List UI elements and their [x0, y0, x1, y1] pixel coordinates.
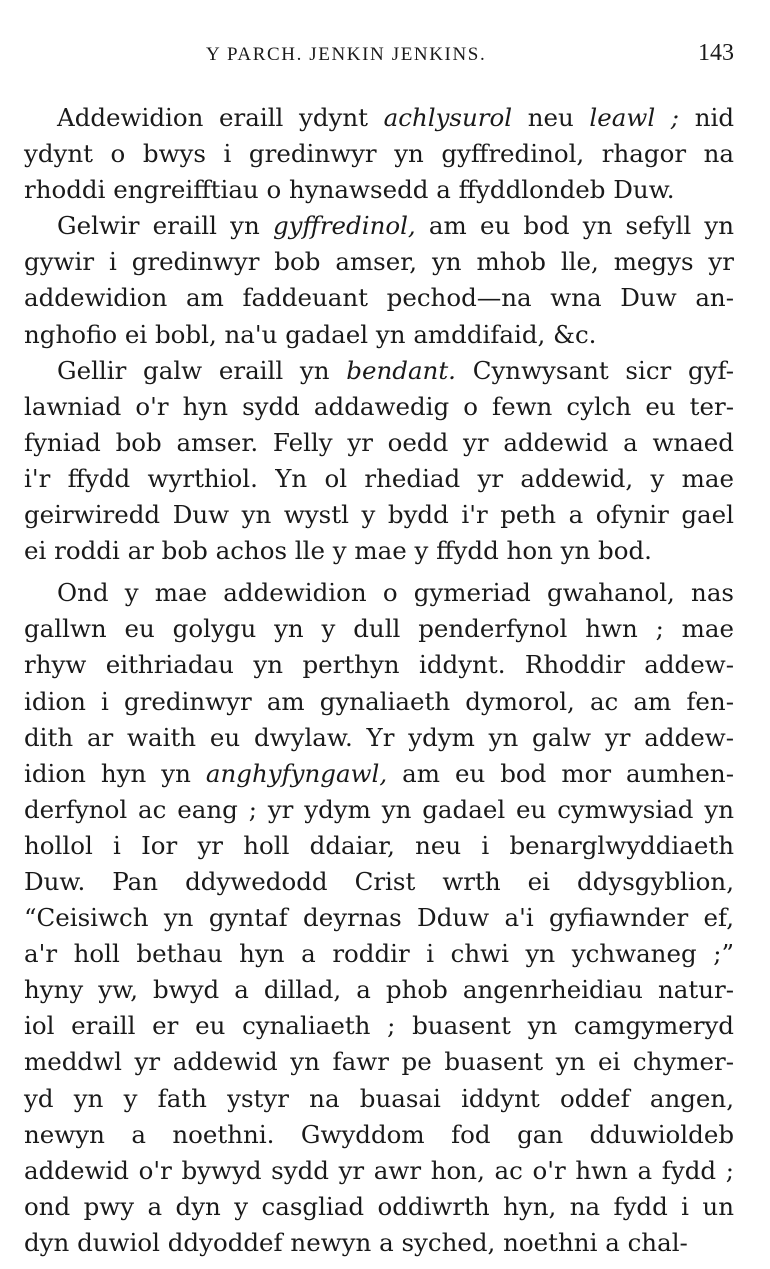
- text-run: addewidion am faddeuant pechod—na wna Duw an-: [24, 283, 734, 313]
- text-run: idion i gredinwyr am gynaliaeth dymorol, ac am fen-: [24, 686, 734, 716]
- text-line: [24, 647, 734, 683]
- text-run: meddwl yr addewid yn fawr pe buasent yn ei chymer-: [24, 1047, 734, 1077]
- text-run: nghofio ei bobl, na'u gadael yn amddifaid, &c.: [24, 319, 597, 349]
- text-run: Addewidion eraill ydynt: [57, 103, 384, 132]
- text-line: [24, 461, 734, 497]
- text-run: fyniad bob amser. Felly yr oedd yr addewid a wnaed: [24, 427, 734, 457]
- text-run: dith ar waith eu dwylaw. Yr ydym yn galw yr addew-: [24, 722, 734, 752]
- text-run: Duw. Pan ddywedodd Crist wrth ei ddysgyblion,: [24, 866, 734, 896]
- text-run: neu: [512, 103, 590, 132]
- italic-text: bendant.: [346, 355, 456, 385]
- text-run: rhoddi engreifftiau o hynawsedd a ffyddlondeb Duw.: [24, 175, 675, 205]
- paragraph: [24, 208, 734, 352]
- text-run: a'r holl bethau hyn a roddir i chwi yn ychwaneg ;”: [24, 939, 734, 969]
- text-line: [24, 1189, 734, 1225]
- text-line: [24, 900, 734, 936]
- text-line: [24, 828, 734, 864]
- text-run: ond pwy a dyn y casgliad oddiwrth hyn, na fydd i un: [24, 1191, 734, 1221]
- text-line: [24, 317, 734, 353]
- text-line: [24, 1117, 734, 1153]
- running-title: Y PARCH. JENKIN JENKINS.: [206, 44, 487, 65]
- paragraph: [24, 100, 734, 208]
- paragraph: [24, 353, 734, 570]
- text-run: Ond y mae addewidion o gymeriad gwahanol, nas: [57, 578, 734, 608]
- text-line: [24, 172, 734, 208]
- text-run: Gelwir eraill yn: [57, 211, 273, 241]
- text-line: [24, 575, 734, 611]
- text-line: [24, 1081, 734, 1117]
- text-run: addewid o'r bywyd sydd yr awr hon, ac o'r hwn a fydd ;: [24, 1155, 734, 1185]
- text-line: [24, 280, 734, 316]
- text-run: “Ceisiwch yn gyntaf deyrnas Dduw a'i gyfiawnder ef,: [24, 903, 734, 933]
- text-run: Gellir galw eraill yn: [57, 355, 347, 385]
- text-run: iol eraill er eu cynaliaeth ; buasent yn camgymeryd: [24, 1011, 734, 1041]
- text-run: i'r ffydd wyrthiol. Yn ol rhediad yr addewid, y mae: [24, 463, 734, 493]
- text-line: [24, 208, 734, 244]
- text-line: [24, 1008, 734, 1044]
- text-line: [24, 389, 734, 425]
- text-line: [24, 353, 734, 389]
- text-line: [24, 792, 734, 828]
- text-run: ydynt o bwys i gredinwyr yn gyffredinol, rhagor na: [24, 139, 734, 169]
- paragraph: [24, 575, 734, 1261]
- italic-text: gyffredinol,: [272, 211, 416, 241]
- text-line: [24, 611, 734, 647]
- italic-text: leawl ;: [589, 103, 680, 132]
- text-line: [24, 100, 734, 136]
- text-line: [24, 533, 734, 569]
- text-run: derfynol ac eang ; yr ydym yn gadael eu cymwysiad yn: [24, 794, 734, 824]
- text-run: idion hyn yn: [24, 758, 206, 788]
- text-line: [24, 864, 734, 900]
- italic-text: anghyfyngawl,: [205, 758, 388, 788]
- text-line: [24, 936, 734, 972]
- text-run: lawniad o'r hyn sydd addawedig o fewn cylch eu ter-: [24, 391, 734, 421]
- text-run: hyny yw, bwyd a dillad, a phob angenrheidiau natur-: [24, 975, 734, 1005]
- text-run: geirwiredd Duw yn wystl y bydd i'r peth a ofynir gael: [24, 500, 734, 530]
- text-run: am eu bod mor aumhen-: [387, 758, 734, 788]
- text-run: ei roddi ar bob achos lle y mae y ffydd hon yn bod.: [24, 536, 652, 566]
- body-text: [24, 100, 734, 1261]
- text-run: nid: [679, 103, 734, 132]
- text-run: gywir i gredinwyr bob amser, yn mhob lle, megys yr: [24, 247, 734, 277]
- text-run: rhyw eithriadau yn perthyn iddynt. Rhoddir addew-: [24, 650, 734, 680]
- text-run: hollol i Ior yr holl ddaiar, neu i benarglwyddiaeth: [24, 830, 734, 860]
- text-line: [24, 720, 734, 756]
- text-run: dyn duwiol ddyoddef newyn a syched, noethni a chal-: [24, 1227, 688, 1257]
- text-run: Cynwysant sicr gyf-: [455, 355, 735, 385]
- text-line: [24, 1153, 734, 1189]
- text-line: [24, 425, 734, 461]
- page-number: 143: [698, 40, 734, 66]
- text-line: [24, 1225, 734, 1261]
- text-line: [24, 136, 734, 172]
- running-head: [24, 40, 734, 76]
- italic-text: achlysurol: [383, 103, 513, 132]
- text-line: [24, 244, 734, 280]
- text-line: [24, 684, 734, 720]
- text-run: am eu bod yn sefyll yn: [415, 211, 734, 241]
- text-line: [24, 1044, 734, 1080]
- text-run: yd yn y fath ystyr na buasai iddynt oddef angen,: [24, 1083, 734, 1113]
- text-line: [24, 972, 734, 1008]
- text-line: [24, 756, 734, 792]
- text-run: gallwn eu golygu yn y dull penderfynol hwn ; mae: [24, 614, 734, 644]
- text-line: [24, 497, 734, 533]
- text-run: newyn a noethni. Gwyddom fod gan dduwioldeb: [24, 1119, 734, 1149]
